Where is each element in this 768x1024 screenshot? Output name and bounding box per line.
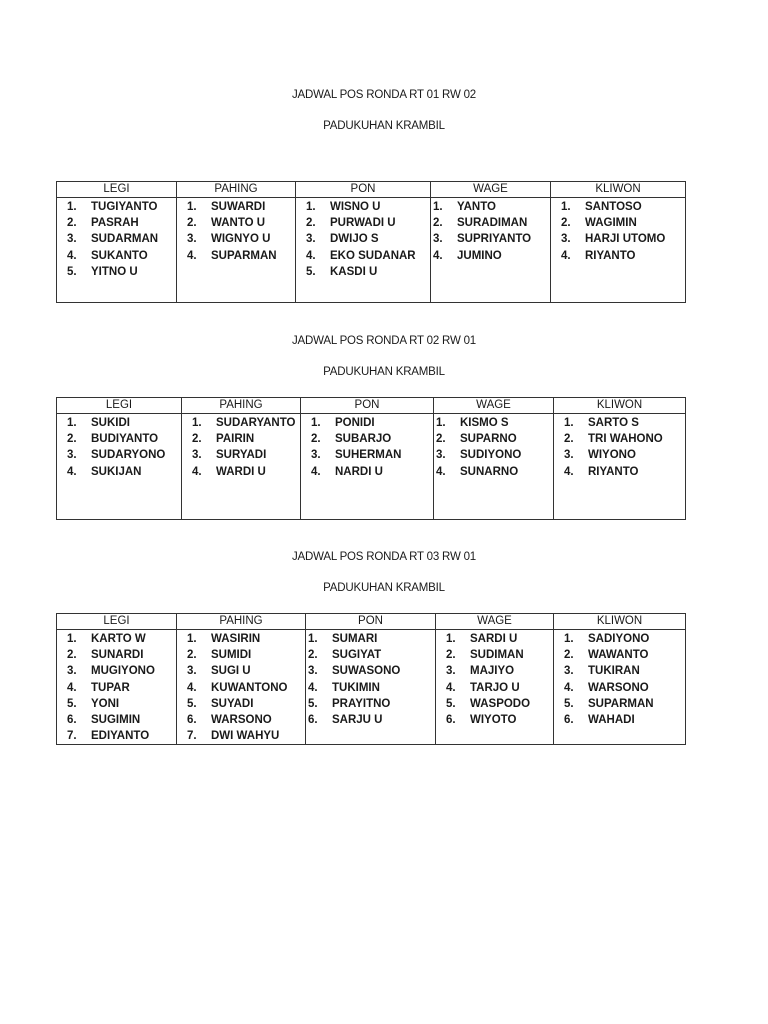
item-number: 2. (67, 433, 77, 446)
list-item (57, 215, 176, 231)
list-item (551, 231, 685, 247)
day-cell-pahing (177, 630, 306, 745)
person-name: KUWANTONO (211, 681, 288, 694)
day-cell-wage (436, 630, 554, 745)
list-item (177, 680, 305, 696)
item-number: 3. (436, 449, 446, 462)
person-name: WAHADI (588, 713, 635, 726)
name-list (306, 630, 435, 728)
day-cell-kliwon (554, 414, 686, 520)
item-number: 6. (564, 713, 574, 726)
item-number: 1. (436, 417, 446, 429)
item-number: 5. (308, 697, 318, 710)
item-number: 3. (306, 233, 316, 246)
item-number: 2. (67, 649, 77, 662)
day-cell-pon (296, 198, 431, 303)
list-item (57, 696, 176, 712)
person-name: SUMARI (332, 633, 378, 645)
table-body-row (57, 198, 686, 303)
list-item (554, 680, 685, 696)
person-name: WARSONO (211, 713, 272, 726)
item-number: 6. (446, 713, 456, 726)
person-name: SANTOSO (585, 201, 642, 213)
person-name: SUDIYONO (460, 449, 522, 462)
item-number: 4. (564, 465, 574, 478)
list-item (551, 199, 685, 215)
item-number: 2. (433, 217, 443, 230)
list-item (296, 199, 430, 215)
person-name: TUKIRAN (588, 665, 640, 678)
schedule-subtitle-rt03: PADUKUHAN KRAMBIL (323, 582, 445, 594)
person-name: SUYADI (211, 697, 254, 710)
name-list (57, 198, 176, 280)
person-name: WIGNYO U (211, 233, 271, 246)
day-cell-kliwon (551, 198, 686, 303)
list-item (57, 199, 176, 215)
item-number: 6. (308, 713, 318, 726)
item-number: 3. (311, 449, 321, 462)
schedule-table-rt02 (56, 397, 686, 520)
list-item (306, 680, 435, 696)
item-number: 1. (311, 417, 321, 429)
person-name: RIYANTO (585, 249, 636, 262)
person-name: SUDARYONO (91, 449, 166, 462)
list-item (434, 447, 553, 463)
table-body-row (57, 414, 686, 520)
column-header-wage: WAGE (436, 614, 554, 630)
item-number: 1. (187, 201, 197, 213)
item-number: 2. (436, 433, 446, 446)
schedule-title-rt02: JADWAL POS RONDA RT 02 RW 01 (292, 335, 476, 347)
person-name: SUGI U (211, 665, 251, 678)
column-header-legi: LEGI (57, 398, 182, 414)
item-number: 4. (311, 465, 321, 478)
day-cell-legi (57, 630, 177, 745)
item-number: 3. (433, 233, 443, 246)
list-item (57, 631, 176, 647)
person-name: NARDI U (335, 465, 383, 478)
item-number: 1. (67, 417, 77, 429)
list-item (436, 680, 553, 696)
person-name: WAWANTO (588, 649, 649, 662)
item-number: 4. (306, 249, 316, 262)
person-name: WAGIMIN (585, 217, 637, 230)
list-item (551, 248, 685, 264)
person-name: PURWADI U (330, 217, 396, 230)
list-item (177, 663, 305, 679)
day-cell-wage (431, 198, 551, 303)
item-number: 2. (311, 433, 321, 446)
list-item (177, 231, 295, 247)
name-list (57, 414, 181, 480)
schedule-title-rt01: JADWAL POS RONDA RT 01 RW 02 (292, 89, 476, 101)
list-item (306, 696, 435, 712)
item-number: 3. (67, 449, 77, 462)
item-number: 1. (561, 201, 571, 213)
list-item (436, 712, 553, 728)
item-number: 5. (446, 697, 456, 710)
list-item (301, 431, 433, 447)
item-number: 4. (433, 249, 443, 262)
day-cell-kliwon (554, 630, 686, 745)
list-item (57, 264, 176, 280)
list-item (57, 447, 181, 463)
day-cell-pon (306, 630, 436, 745)
list-item (301, 415, 433, 431)
person-name: SUPARMAN (211, 249, 277, 262)
column-header-wage: WAGE (434, 398, 554, 414)
item-number: 1. (564, 417, 574, 429)
person-name: WISNO U (330, 201, 381, 213)
person-name: TARJO U (470, 681, 520, 694)
person-name: MAJIYO (470, 665, 515, 678)
person-name: SUWASONO (332, 665, 401, 678)
table-body-row (57, 630, 686, 745)
item-number: 1. (67, 633, 77, 645)
item-number: 2. (192, 433, 202, 446)
person-name: SUKIDI (91, 417, 130, 429)
list-item (306, 631, 435, 647)
list-item (306, 647, 435, 663)
item-number: 4. (561, 249, 571, 262)
person-name: SURYADI (216, 449, 267, 462)
schedule-title-rt03: JADWAL POS RONDA RT 03 RW 01 (292, 551, 476, 563)
list-item (306, 663, 435, 679)
item-number: 1. (308, 633, 318, 645)
item-number: 6. (67, 713, 77, 726)
item-number: 4. (192, 465, 202, 478)
list-item (177, 215, 295, 231)
list-item (306, 712, 435, 728)
person-name: WIYONO (588, 449, 636, 462)
list-item (57, 647, 176, 663)
list-item (431, 199, 550, 215)
item-number: 3. (564, 449, 574, 462)
item-number: 5. (67, 265, 77, 278)
list-item (554, 415, 685, 431)
list-item (57, 231, 176, 247)
person-name: SUDARYANTO (216, 417, 296, 429)
column-header-legi: LEGI (57, 182, 177, 198)
person-name: SARJU U (332, 713, 383, 726)
list-item (296, 264, 430, 280)
item-number: 5. (564, 697, 574, 710)
item-number: 2. (308, 649, 318, 662)
list-item (182, 415, 300, 431)
list-item (436, 663, 553, 679)
item-number: 3. (187, 665, 197, 678)
list-item (182, 447, 300, 463)
item-number: 3. (67, 665, 77, 678)
list-item (177, 199, 295, 215)
name-list (554, 414, 685, 480)
column-header-pahing: PAHING (177, 182, 296, 198)
person-name: WARSONO (588, 681, 649, 694)
person-name: MUGIYONO (91, 665, 155, 678)
table-header-row (57, 398, 686, 414)
name-list (301, 414, 433, 480)
list-item (177, 647, 305, 663)
person-name: KISMO S (460, 417, 509, 429)
schedule-table-rt01 (56, 181, 686, 303)
person-name: BUDIYANTO (91, 433, 159, 446)
item-number: 5. (187, 697, 197, 710)
list-item (301, 464, 433, 480)
list-item (431, 248, 550, 264)
person-name: KASDI U (330, 265, 378, 278)
person-name: SUDIMAN (470, 649, 524, 662)
name-list (554, 630, 685, 728)
name-list (431, 198, 550, 264)
column-header-legi: LEGI (57, 614, 177, 630)
name-list (177, 630, 305, 744)
item-number: 7. (187, 730, 197, 743)
item-number: 4. (187, 681, 197, 694)
list-item (177, 631, 305, 647)
list-item (554, 663, 685, 679)
person-name: TRI WAHONO (588, 433, 663, 446)
person-name: WARDI U (216, 465, 266, 478)
list-item (431, 231, 550, 247)
item-number: 2. (564, 433, 574, 446)
list-item (177, 728, 305, 744)
day-cell-pahing (182, 414, 301, 520)
day-cell-legi (57, 414, 182, 520)
person-name: HARJI UTOMO (585, 233, 666, 246)
person-name: SURADIMAN (457, 217, 528, 230)
list-item (57, 680, 176, 696)
person-name: SUNARDI (91, 649, 144, 662)
item-number: 2. (446, 649, 456, 662)
list-item (177, 696, 305, 712)
item-number: 1. (446, 633, 456, 645)
item-number: 3. (308, 665, 318, 678)
name-list (436, 630, 553, 728)
person-name: TUPAR (91, 681, 130, 694)
person-name: YITNO U (91, 265, 138, 278)
person-name: SUPARMAN (588, 697, 654, 710)
person-name: SUDARMAN (91, 233, 159, 246)
item-number: 1. (433, 201, 443, 213)
person-name: SUPARNO (460, 433, 517, 446)
list-item (554, 431, 685, 447)
column-header-pahing: PAHING (177, 614, 306, 630)
item-number: 4. (67, 249, 77, 262)
person-name: SUNARNO (460, 465, 519, 478)
item-number: 5. (67, 697, 77, 710)
list-item (182, 431, 300, 447)
list-item (554, 712, 685, 728)
person-name: RIYANTO (588, 465, 639, 478)
list-item (436, 647, 553, 663)
item-number: 4. (564, 681, 574, 694)
person-name: TUGIYANTO (91, 201, 158, 213)
person-name: SADIYONO (588, 633, 650, 645)
item-number: 2. (187, 649, 197, 662)
list-item (436, 631, 553, 647)
list-item (296, 215, 430, 231)
item-number: 2. (564, 649, 574, 662)
name-list (57, 630, 176, 744)
item-number: 3. (561, 233, 571, 246)
item-number: 1. (306, 201, 316, 213)
person-name: EDIYANTO (91, 730, 150, 743)
item-number: 4. (67, 681, 77, 694)
list-item (57, 464, 181, 480)
list-item (57, 728, 176, 744)
list-item (434, 464, 553, 480)
person-name: SUPRIYANTO (457, 233, 532, 246)
item-number: 1. (192, 417, 202, 429)
list-item (57, 712, 176, 728)
person-name: SUKIJAN (91, 465, 142, 478)
item-number: 2. (306, 217, 316, 230)
list-item (434, 415, 553, 431)
list-item (296, 231, 430, 247)
name-list (551, 198, 685, 264)
list-item (296, 248, 430, 264)
day-cell-pahing (177, 198, 296, 303)
person-name: SUHERMAN (335, 449, 402, 462)
list-item (436, 696, 553, 712)
person-name: PAIRIN (216, 433, 255, 446)
list-item (57, 415, 181, 431)
column-header-pahing: PAHING (182, 398, 301, 414)
list-item (301, 447, 433, 463)
person-name: SARTO S (588, 417, 639, 429)
person-name: PASRAH (91, 217, 139, 230)
list-item (554, 696, 685, 712)
column-header-pon: PON (296, 182, 431, 198)
schedule-subtitle-rt02: PADUKUHAN KRAMBIL (323, 366, 445, 378)
person-name: SUGIYAT (332, 649, 382, 662)
column-header-kliwon: KLIWON (554, 614, 686, 630)
person-name: WANTO U (211, 217, 266, 230)
person-name: KARTO W (91, 633, 146, 645)
item-number: 4. (67, 465, 77, 478)
person-name: EKO SUDANAR (330, 249, 416, 262)
item-number: 3. (187, 233, 197, 246)
schedule-table-rt03 (56, 613, 686, 745)
list-item (554, 631, 685, 647)
list-item (551, 215, 685, 231)
list-item (182, 464, 300, 480)
person-name: WASPODO (470, 697, 531, 710)
item-number: 3. (564, 665, 574, 678)
person-name: SARDI U (470, 633, 518, 645)
person-name: YANTO (457, 201, 496, 213)
person-name: SUKANTO (91, 249, 148, 262)
name-list (434, 414, 553, 480)
item-number: 3. (192, 449, 202, 462)
name-list (182, 414, 300, 480)
column-header-kliwon: KLIWON (551, 182, 686, 198)
list-item (177, 248, 295, 264)
list-item (57, 248, 176, 264)
item-number: 1. (564, 633, 574, 645)
day-cell-wage (434, 414, 554, 520)
item-number: 3. (67, 233, 77, 246)
person-name: SUMIDI (211, 649, 252, 662)
item-number: 2. (187, 217, 197, 230)
list-item (177, 712, 305, 728)
list-item (57, 663, 176, 679)
item-number: 6. (187, 713, 197, 726)
list-item (434, 431, 553, 447)
item-number: 5. (306, 265, 316, 278)
column-header-pon: PON (301, 398, 434, 414)
person-name: WIYOTO (470, 713, 517, 726)
item-number: 1. (67, 201, 77, 213)
person-name: JUMINO (457, 249, 502, 262)
item-number: 4. (436, 465, 446, 478)
schedule-subtitle-rt01: PADUKUHAN KRAMBIL (323, 120, 445, 132)
list-item (554, 447, 685, 463)
column-header-kliwon: KLIWON (554, 398, 686, 414)
column-header-wage: WAGE (431, 182, 551, 198)
list-item (431, 215, 550, 231)
table-header-row (57, 182, 686, 198)
person-name: TUKIMIN (332, 681, 380, 694)
name-list (177, 198, 295, 264)
list-item (554, 647, 685, 663)
person-name: DWIJO S (330, 233, 379, 246)
person-name: SUBARJO (335, 433, 392, 446)
item-number: 4. (308, 681, 318, 694)
item-number: 4. (187, 249, 197, 262)
item-number: 3. (446, 665, 456, 678)
table-header-row (57, 614, 686, 630)
item-number: 4. (446, 681, 456, 694)
list-item (57, 431, 181, 447)
item-number: 7. (67, 730, 77, 743)
person-name: YONI (91, 697, 120, 710)
person-name: SUGIMIN (91, 713, 141, 726)
person-name: PRAYITNO (332, 697, 391, 710)
column-header-pon: PON (306, 614, 436, 630)
person-name: DWI WAHYU (211, 730, 280, 743)
list-item (554, 464, 685, 480)
item-number: 2. (67, 217, 77, 230)
item-number: 2. (561, 217, 571, 230)
person-name: SUWARDI (211, 201, 266, 213)
day-cell-pon (301, 414, 434, 520)
person-name: PONIDI (335, 417, 375, 429)
item-number: 1. (187, 633, 197, 645)
name-list (296, 198, 430, 280)
person-name: WASIRIN (211, 633, 261, 645)
day-cell-legi (57, 198, 177, 303)
